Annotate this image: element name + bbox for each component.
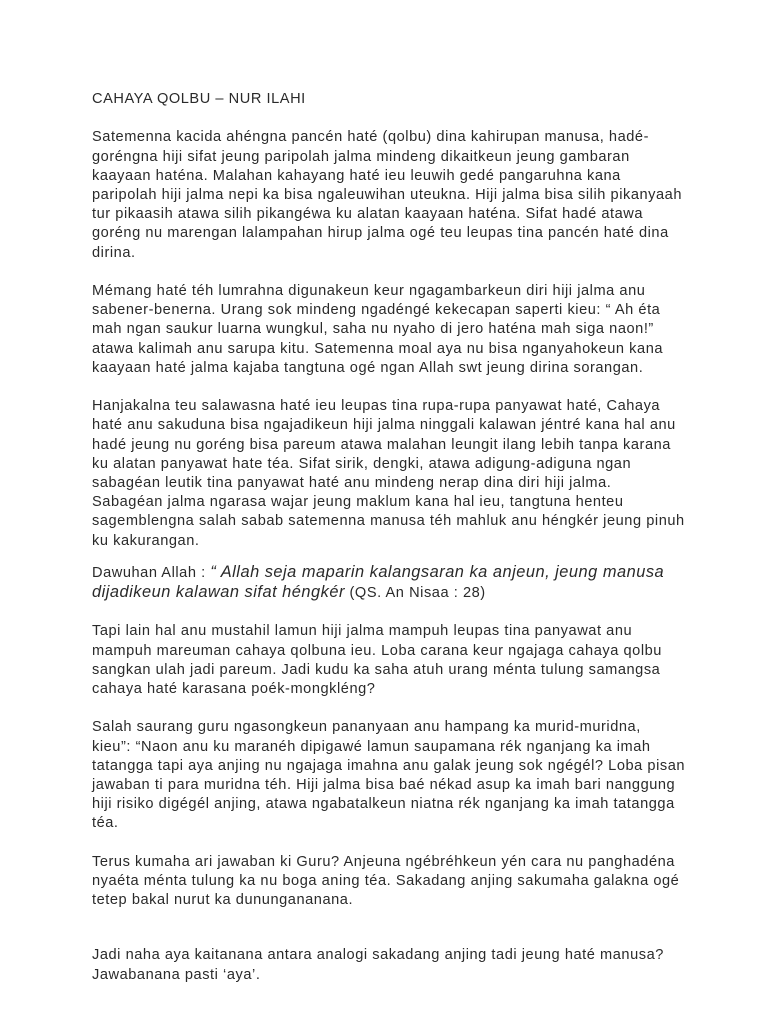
- paragraph-6: [92, 853, 692, 911]
- quote-line: [92, 563, 692, 583]
- quote-text: “ Allah seja maparin kalangsaran ka anjeun, jeung manusa: [210, 562, 665, 581]
- paragraph-line: atawa kalimah anu sarupa kitu. Satemenna moal aya nu bisa nganyahokeun kana: [92, 340, 664, 357]
- document-page: [92, 90, 692, 985]
- paragraph-line: Jawabanana pasti ‘aya’.: [92, 966, 261, 983]
- paragraph-line: kaayaan haté jalma kajaba tangtuna ogé ngan Allah swt jeung dirina sorangan.: [92, 359, 644, 376]
- paragraph-7: [92, 946, 692, 984]
- paragraph-line: mampuh mareuman cahaya qolbuna ieu. Loba carana keur ngajaga cahaya qolbu: [92, 642, 662, 659]
- paragraph-line: mah ngan saukur luarna wungkul, saha nu nyaho di jero haténa mah siga naon!”: [92, 321, 654, 338]
- paragraph-line: tetep bakal nurut ka dunungananana.: [92, 892, 354, 909]
- paragraph-line: cahaya haté karasana poék-mongkléng?: [92, 681, 376, 698]
- paragraph-line: goréng nu marengan lalampahan hirup jalma ogé teu leupas tina pancén haté dina: [92, 225, 669, 242]
- paragraph-4: [92, 622, 692, 699]
- paragraph-1: [92, 128, 692, 262]
- quote-reference: (QS. An Nisaa : 28): [344, 585, 486, 602]
- paragraph-line: hiji risiko digégél anjing, atawa ngabatalkeun niatna rék nganjang ka imah tatangga: [92, 796, 675, 813]
- paragraph-line: Hanjakalna teu salawasna haté ieu leupas tina rupa-rupa panyawat haté, Cahaya: [92, 398, 661, 415]
- paragraph-line: kaayaan haténa. Malahan kahayang haté ieu leuwih gedé pangaruhna kana: [92, 167, 621, 184]
- paragraph-line: tur pikaasih atawa silih pikangéwa ku alatan kaayaan haténa. Sifat hadé atawa: [92, 206, 644, 223]
- paragraph-line: Terus kumaha ari jawaban ki Guru? Anjeuna ngébréhkeun yén cara nu panghadéna: [92, 853, 675, 870]
- paragraph-line: Salah saurang guru ngasongkeun pananyaan anu hampang ka murid-muridna,: [92, 719, 641, 736]
- paragraph-line: Sabagéan jalma ngarasa wajar jeung maklum kana hal ieu, tangtuna henteu: [92, 494, 624, 511]
- paragraph-line: téa.: [92, 815, 119, 832]
- quote-text: dijadikeun kalawan sifat héngkér: [92, 583, 345, 602]
- paragraph-line: ku alatan panyawat hate téa. Sifat sirik, dengki, atawa adigung-adiguna ngan: [92, 455, 632, 472]
- paragraph-line: Mémang haté téh lumrahna digunakeun keur ngagambarkeun diri hiji jalma anu: [92, 283, 646, 299]
- paragraph-line: tatangga tapi aya anjing nu ngajaga imahna anu galak jeung sok ngégél? Loba pisan: [92, 757, 686, 774]
- paragraph-line: sabagéan leutik tina panyawat haté anu mindeng nerap dina diri hiji jalma.: [92, 475, 612, 492]
- paragraph-line: haté anu sakuduna bisa ngajadikeun hiji jalma ninggali kalawan jéntré kana hal anu: [92, 417, 676, 434]
- paragraph-line: kieu”: “Naon anu ku maranéh dipigawé lamun saupamana rék nganjang ka imah: [92, 738, 651, 755]
- quote-label: Dawuhan Allah :: [92, 564, 211, 581]
- paragraph-line: Jadi naha aya kaitanana antara analogi sakadang anjing tadi jeung haté manusa?: [92, 947, 664, 964]
- paragraph-3: [92, 397, 692, 551]
- paragraph-line: goréngna hiji sifat jeung paripolah jalma mindeng dikaitkeun jeung gambaran: [92, 148, 630, 165]
- paragraph-5: [92, 718, 692, 833]
- quote-line: [92, 583, 692, 603]
- paragraph-line: paripolah hiji jalma nepi ka bisa ngaleuwihan uteukna. Hiji jalma bisa silih pikanyaah: [92, 187, 683, 203]
- paragraph-line: Tapi lain hal anu mustahil lamun hiji jalma mampuh leupas tina panyawat anu: [92, 623, 633, 640]
- paragraph-line: ku kakurangan.: [92, 532, 200, 549]
- paragraph-line: jawaban ti para muridna téh. Hiji jalma bisa baé nékad asup ka imah bari nanggung: [92, 777, 676, 794]
- paragraph-line: hadé jeung nu goréng bisa pareum atawa malahan leungit ilang lebih tanpa karana: [92, 436, 671, 453]
- document-title: CAHAYA QOLBU – NUR ILAHI: [92, 91, 306, 107]
- paragraph-line: nyaéta ménta tulung ka nu boga aning téa. Sakadang anjing sakumaha galakna ogé: [92, 873, 680, 890]
- paragraph-2: [92, 282, 692, 378]
- paragraph-line: dirina.: [92, 244, 136, 261]
- paragraph-line: sangkan ulah jadi pareum. Jadi kudu ka saha atuh urang ménta tulung samangsa: [92, 661, 661, 678]
- paragraph-line: Satemenna kacida ahéngna pancén haté (qolbu) dina kahirupan manusa, hadé-: [92, 129, 649, 146]
- paragraph-line: sabener-benerna. Urang sok mindeng ngadéngé kekecapan saperti kieu: “ Ah éta: [92, 302, 661, 319]
- quran-quote-block: [92, 563, 692, 603]
- paragraph-line: sagemblengna salah sabab satemenna manusa téh mahluk anu héngkér jeung pinuh: [92, 513, 685, 530]
